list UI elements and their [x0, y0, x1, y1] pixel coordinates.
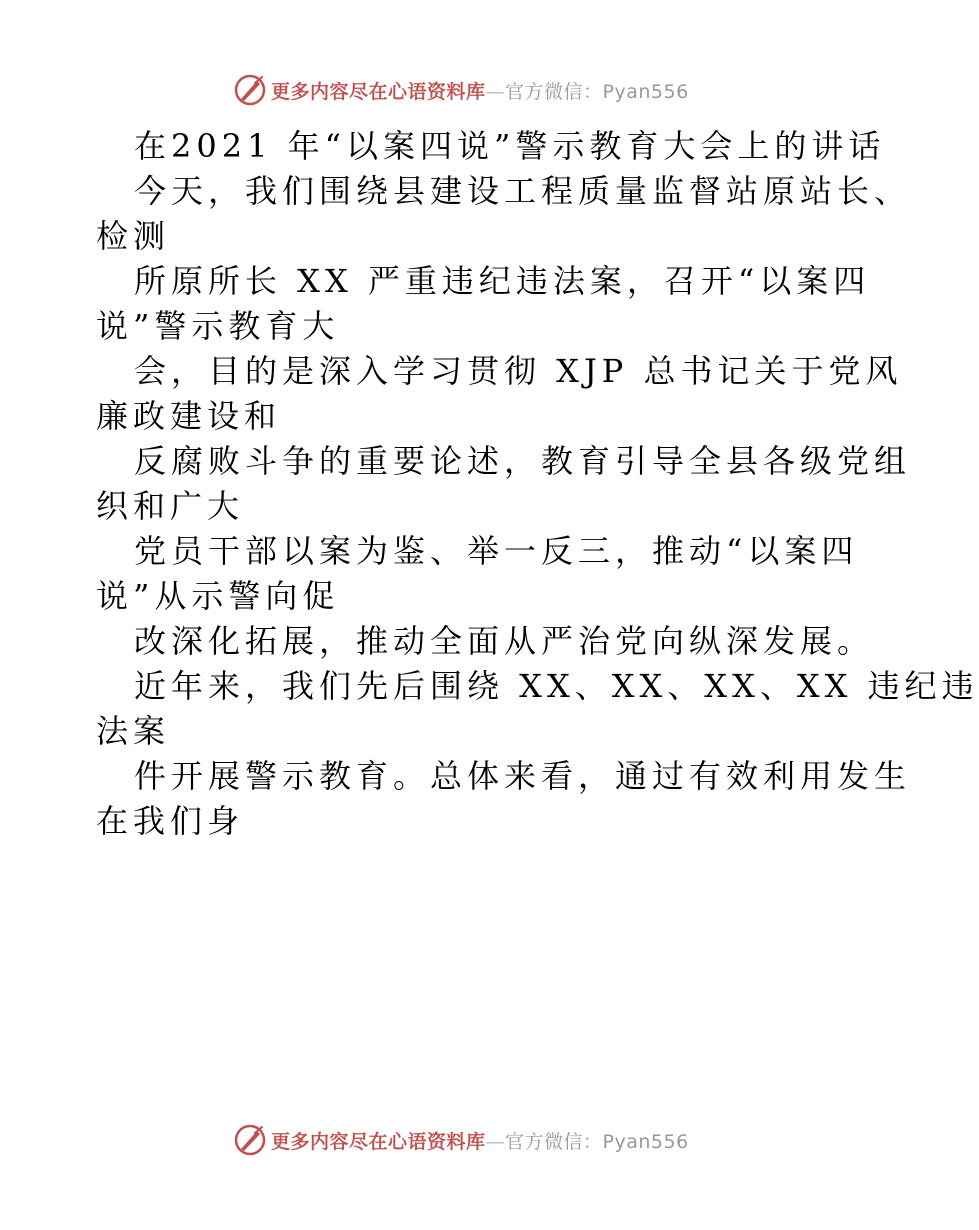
paragraph-line: 反腐败斗争的重要论述，教育引导全县各级党组: [134, 442, 912, 480]
watermark-separator: —: [485, 80, 506, 103]
paragraph-line: 近年来，我们先后围绕 XX、XX、XX、XX 违纪违: [134, 667, 979, 705]
quill-pen-logo-icon: [233, 1123, 267, 1157]
footer-watermark: [233, 1122, 689, 1158]
watermark-main: 更多内容尽在心语资料库: [271, 80, 486, 103]
paragraph-line: 今天，我们围绕县建设工程质量监督站原站长、: [134, 172, 912, 210]
paragraph-line: 说”从示警向促: [96, 577, 340, 615]
quill-pen-logo-icon: [233, 73, 267, 107]
watermark-separator: —: [485, 1130, 506, 1153]
header-watermark: [233, 72, 689, 108]
paragraph-line: 党员干部以案为鉴、举一反三，推动“以案四: [134, 532, 859, 570]
paragraph-line: 会，目的是深入学习贯彻 XJP 总书记关于党风: [134, 352, 903, 390]
paragraph-line: 织和广大: [96, 487, 245, 525]
watermark-contact: 官方微信：Pyan556: [505, 80, 689, 103]
watermark-text: [271, 77, 689, 104]
paragraph-line: 法案: [96, 712, 171, 750]
paragraph-line: 廉政建设和: [96, 397, 282, 435]
document-body: [96, 124, 979, 844]
watermark-text: [271, 1127, 689, 1154]
watermark-main: 更多内容尽在心语资料库: [271, 1130, 486, 1153]
paragraph-line: 检测: [96, 217, 171, 255]
watermark-contact: 官方微信：Pyan556: [505, 1130, 689, 1153]
paragraph-line: 在我们身: [96, 802, 245, 840]
paragraph-line: 件开展警示教育。总体来看，通过有效利用发生: [134, 757, 912, 795]
paragraph-line: 所原所长 XX 严重违纪违法案，召开“以案四: [134, 262, 871, 300]
paragraph-line: 说”警示教育大: [96, 307, 340, 345]
paragraph-line: 改深化拓展，推动全面从严治党向纵深发展。: [134, 622, 875, 660]
document-title: 在2021 年“以案四说”警示教育大会上的讲话: [134, 127, 886, 165]
